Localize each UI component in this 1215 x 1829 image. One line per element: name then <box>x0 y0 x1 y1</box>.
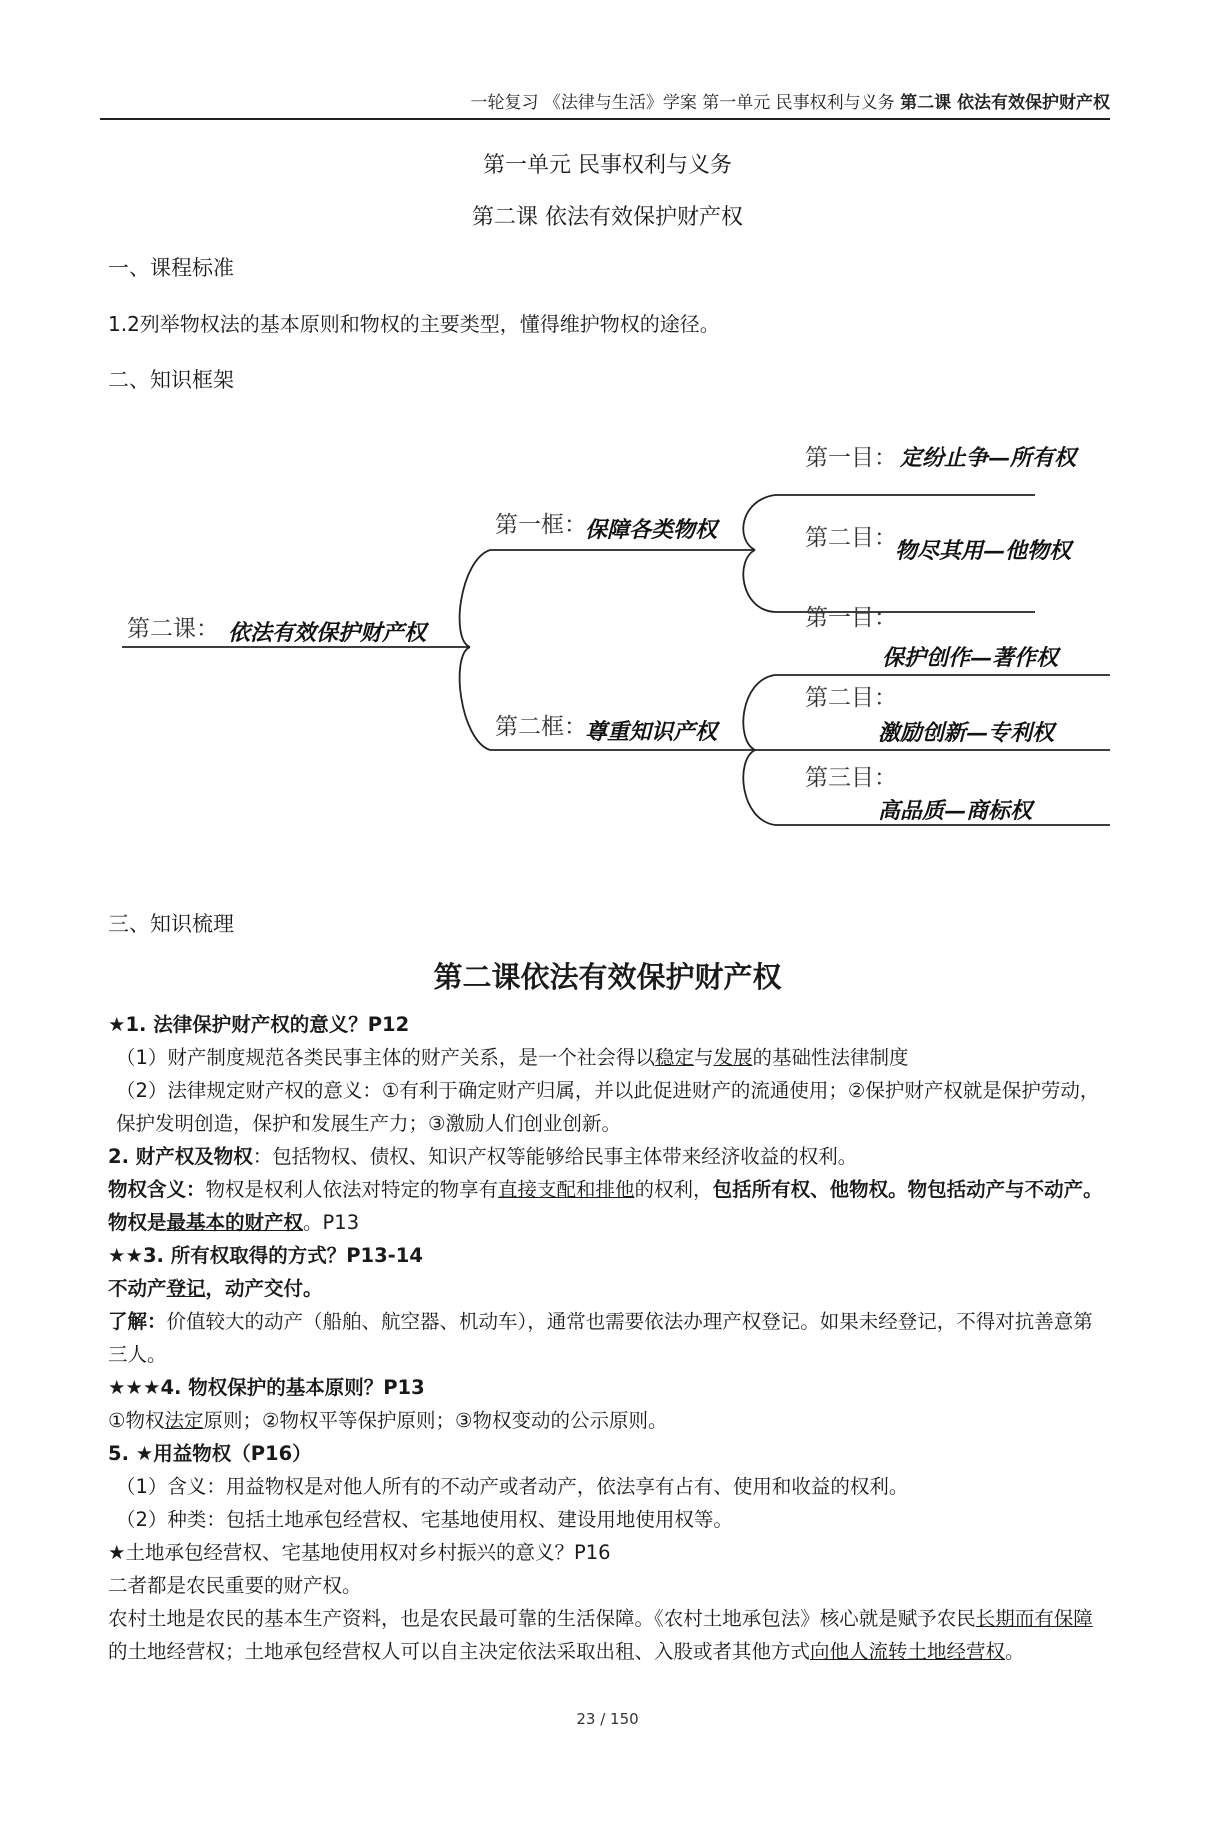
main-title: 第二课依法有效保护财产权 <box>433 960 782 994</box>
answer-1-1: （1）财产制度规范各类民事主体的财产关系，是一个社会得以稳定与发展的基础性法律制度 <box>116 1046 909 1069</box>
answer-1-2: （2）法律规定财产权的意义：①有利于确定财产归属，并以此促进财产的流通使用；②保护财产权就是保护劳动，保护发明创造，保护和发展生产力；③激励人们创业创新。 <box>116 1079 1100 1135</box>
question-5: 5. ★用益物权（P16） <box>108 1442 312 1465</box>
frame2-label: 第二框： <box>495 714 587 740</box>
page-number: 23 / 150 <box>576 1710 639 1728</box>
note-3: 了解：价值较大的动产（船舶、航空器、机动车），通常也需要依法办理产权登记。如果未经登记，不得对抗善意第三人。 <box>108 1310 1093 1366</box>
answer-5-1: （1）含义：用益物权是对他人所有的不动产或者动产，依法享有占有、使用和收益的权利。 <box>116 1475 909 1498</box>
answer-5-2: （2）种类：包括土地承包经营权、宅基地使用权、建设用地使用权等。 <box>116 1508 733 1531</box>
f1-item2-handwriting: 物尽其用—他物权 <box>895 538 1072 564</box>
unit-title: 第一单元 民事权利与义务 <box>483 153 732 178</box>
answer-6-1: 二者都是农民重要的财产权。 <box>108 1574 362 1597</box>
property-right-definition: 物权含义：物权是权利人依法对特定的物享有直接支配和排他的权利，包括所有权、他物权。物包括动产与不动产。物权是最基本的财产权。P13 <box>108 1178 1103 1234</box>
question-4: ★★★4. 物权保护的基本原则？P13 <box>108 1376 425 1399</box>
section-heading-review: 三、知识梳理 <box>108 912 234 936</box>
standard-text: 1.2列举物权法的基本原则和物权的主要类型，懂得维护物权的途径。 <box>108 312 720 336</box>
knowledge-tree <box>0 0 1215 900</box>
question-6: ★土地承包经营权、宅基地使用权对乡村振兴的意义？P16 <box>108 1541 611 1564</box>
f1-item2-label: 第二目： <box>805 525 897 551</box>
f2-item3-handwriting: 高品质—商标权 <box>878 798 1033 824</box>
question-3: ★★3. 所有权取得的方式？P13-14 <box>108 1244 423 1267</box>
f1-item1-label: 第一目： <box>805 445 897 471</box>
frame1-label: 第一框： <box>495 512 587 538</box>
f2-item2-label: 第二目： <box>805 685 897 711</box>
answer-6-2: 农村土地是农民的基本生产资料，也是农民最可靠的生活保障。《农村土地承包法》核心就是赋予农民长期而有保障的土地经营权；土地承包经营权人可以自主决定依法采取出租、入股或者其他方式向他人流转土地经营权。 <box>108 1607 1093 1663</box>
root-label: 第二课： <box>127 616 219 642</box>
section-heading-framework: 二、知识框架 <box>108 368 234 392</box>
f2-item1-label: 第一目： <box>805 605 897 631</box>
frame2-handwriting: 尊重知识产权 <box>585 719 718 745</box>
f2-item1-handwriting: 保护创作—著作权 <box>882 645 1059 671</box>
question-1: ★1. 法律保护财产权的意义？P12 <box>108 1013 410 1036</box>
answer-3: 不动产登记，动产交付。 <box>108 1277 323 1300</box>
f2-item2-handwriting: 激励创新—专利权 <box>878 720 1055 746</box>
frame1-handwriting: 保障各类物权 <box>585 517 718 543</box>
page-header: 一轮复习 《法律与生活》学案 第一单元 民事权利与义务 第二课 依法有效保护财产权 <box>470 93 1110 113</box>
f2-item3-label: 第三目： <box>805 765 897 791</box>
section-heading-standard: 一、课程标准 <box>108 256 234 280</box>
knowledge-content <box>108 1008 1108 1668</box>
f1-item1-handwriting: 定纷止争—所有权 <box>900 445 1077 471</box>
root-handwriting: 依法有效保护财产权 <box>228 620 427 646</box>
question-2: 2. 财产权及物权：包括物权、债权、知识产权等能够给民事主体带来经济收益的权利。 <box>108 1145 858 1168</box>
answer-4: ①物权法定原则；②物权平等保护原则；③物权变动的公示原则。 <box>108 1409 668 1432</box>
lesson-title: 第二课 依法有效保护财产权 <box>472 205 743 230</box>
